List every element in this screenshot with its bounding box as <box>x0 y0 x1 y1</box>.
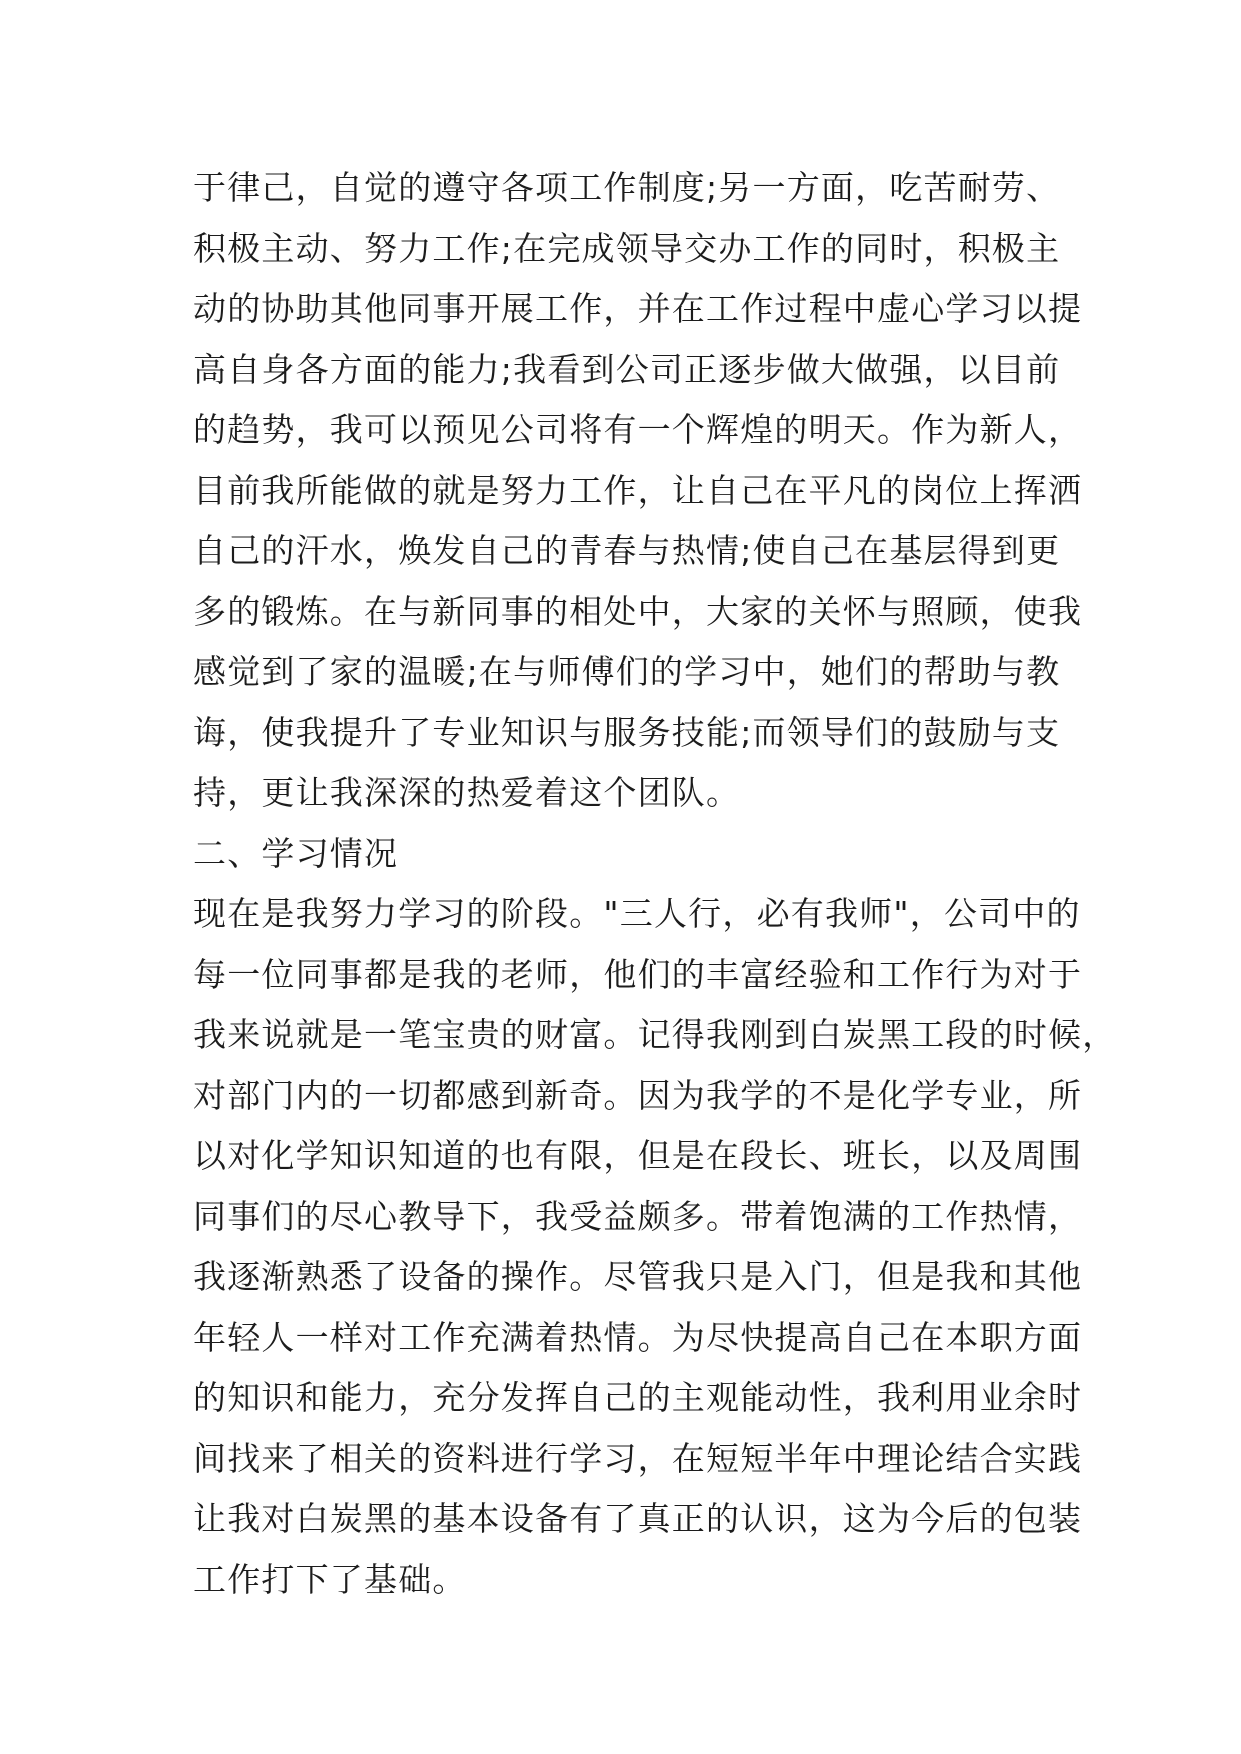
text-line: 让我对白炭黑的基本设备有了真正的认识，这为今后的包装 <box>193 1499 1083 1538</box>
text-line: 以对化学知识知道的也有限，但是在段长、班长，以及周围 <box>193 1136 1083 1175</box>
text-line: 诲，使我提升了专业知识与服务技能;而领导们的鼓励与支 <box>193 712 1061 752</box>
text-line: 目前我所能做的就是努力工作，让自己在平凡的岗位上挥洒 <box>193 470 1083 510</box>
text-line: 高自身各方面的能力;我看到公司正逐步做大做强，以目前 <box>193 349 1061 389</box>
text-line: 持，更让我深深的热爱着这个团队。 <box>193 773 741 812</box>
text-line: 动的协助其他同事开展工作，并在工作过程中虚心学习以提 <box>193 289 1083 328</box>
text-line: 自己的汗水，焕发自己的青春与热情;使自己在基层得到更 <box>193 531 1061 570</box>
text-line: 同事们的尽心教导下，我受益颇多。带着饱满的工作热情， <box>193 1196 1083 1236</box>
text-line: 间找来了相关的资料进行学习，在短短半年中理论结合实践 <box>193 1438 1083 1478</box>
text-line: 多的锻炼。在与新同事的相处中，大家的关怀与照顾，使我 <box>193 591 1083 631</box>
text-line: 积极主动、努力工作;在完成领导交办工作的同时，积极主 <box>193 228 1061 268</box>
text-line: 我来说就是一笔宝贵的财富。记得我刚到白炭黑工段的时候， <box>193 1015 1117 1054</box>
text-line: 工作打下了基础。 <box>193 1559 467 1599</box>
text-line: 每一位同事都是我的老师，他们的丰富经验和工作行为对于 <box>193 954 1083 994</box>
section-heading: 二、学习情况 <box>193 833 399 873</box>
text-line: 的趋势，我可以预见公司将有一个辉煌的明天。作为新人， <box>193 410 1083 449</box>
text-line: 对部门内的一切都感到新奇。因为我学的不是化学专业，所 <box>193 1075 1083 1115</box>
text-line: 于律己，自觉的遵守各项工作制度;另一方面，吃苦耐劳、 <box>193 168 1061 207</box>
text-line: 的知识和能力，充分发挥自己的主观能动性，我利用业余时 <box>193 1378 1083 1417</box>
text-line: 感觉到了家的温暖;在与师傅们的学习中，她们的帮助与教 <box>193 652 1061 691</box>
text-line: 现在是我努力学习的阶段。"三人行，必有我师"，公司中的 <box>193 894 1081 933</box>
text-line: 我逐渐熟悉了设备的操作。尽管我只是入门，但是我和其他 <box>193 1257 1083 1296</box>
body-text <box>193 158 1117 1610</box>
text-line: 年轻人一样对工作充满着热情。为尽快提高自己在本职方面 <box>193 1317 1083 1357</box>
